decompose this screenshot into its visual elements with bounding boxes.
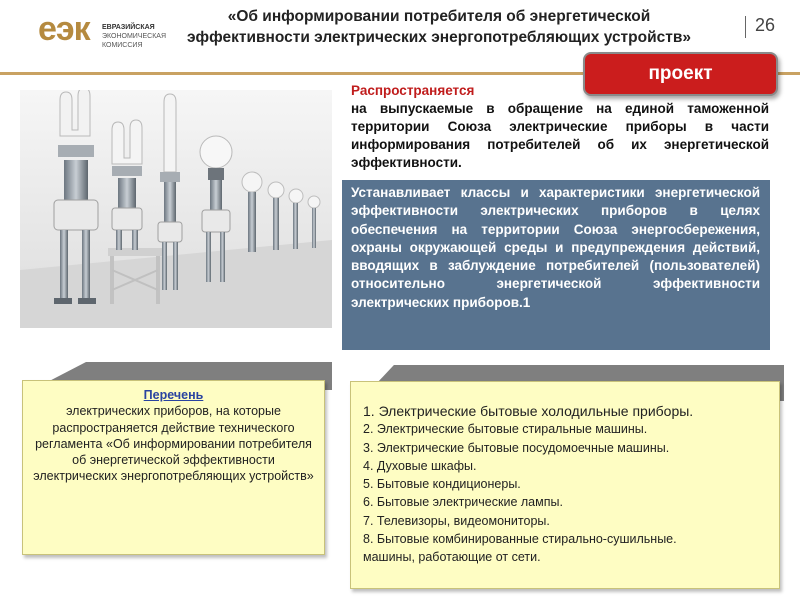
- slide-title: [155, 6, 723, 48]
- slide-title-line-2: эффективности электрических энергопотребляющих устройств»: [187, 29, 691, 46]
- device-list-heading: Перечень: [143, 388, 204, 402]
- list-item: 1. Электрические бытовые холодильные приборы.: [363, 403, 694, 419]
- page-number: 26: [755, 15, 776, 35]
- page-number-divider: [745, 16, 746, 38]
- establishes-panel: [342, 180, 770, 350]
- list-item: 8. Бытовые комбинированные стирально-сушильные.: [363, 532, 677, 547]
- list-item: 4. Духовые шкафы.: [363, 458, 477, 473]
- robot-lamps-photo: [20, 90, 332, 328]
- list-item: 6. Бытовые электрические лампы.: [363, 495, 563, 510]
- list-item: 7. Телевизоры, видеомониторы.: [363, 513, 550, 528]
- logo-sub-line-3: КОМИССИЯ: [102, 42, 143, 49]
- slide-title-line-1: «Об информировании потребителя об энергетической: [227, 8, 651, 25]
- logo-mark: еэк: [38, 10, 90, 48]
- device-list-note: [22, 380, 325, 555]
- scope-text: на выпускаемые в обращение на единой таможенной территории Союза электрические приборы в части информирования потребителей об их энергетической эффективности.: [351, 101, 769, 170]
- robot-lamps-illustration: [20, 90, 332, 328]
- list-item: 3. Электрические бытовые посудомоечные машины.: [363, 440, 670, 455]
- list-item: 5. Бытовые кондиционеры.: [363, 477, 521, 492]
- list-item: 2. Электрические бытовые стиральные машины.: [363, 422, 648, 437]
- project-badge: проект: [583, 52, 778, 96]
- establishes-text: Устанавливает классы и характеристики энергетической эффективности электрических приборов в целях обеспечения на территории Союза энергосбережения, охраны окружающей среды и предупреждения действий, вводящих в заблуждение потребителей (пользователей) относительно энергетической эффективности электрических приборов.1: [351, 185, 760, 310]
- device-list: [350, 381, 780, 589]
- scope-section: [351, 82, 769, 172]
- logo-sub-line-1: ЕВРАЗИЙСКАЯ: [102, 24, 155, 31]
- logo-sub-line-2: ЭКОНОМИЧЕСКАЯ: [102, 33, 167, 40]
- scope-heading: Распространяется: [351, 83, 475, 98]
- eek-logo: [38, 10, 168, 62]
- device-list-description: электрических приборов, на которые распространяется действие технического регламента «Об информировании потребителя об энергетической эффективности электрических энергопотребляющих устройств»: [33, 404, 314, 484]
- list-item: машины, работающие от сети.: [363, 550, 541, 565]
